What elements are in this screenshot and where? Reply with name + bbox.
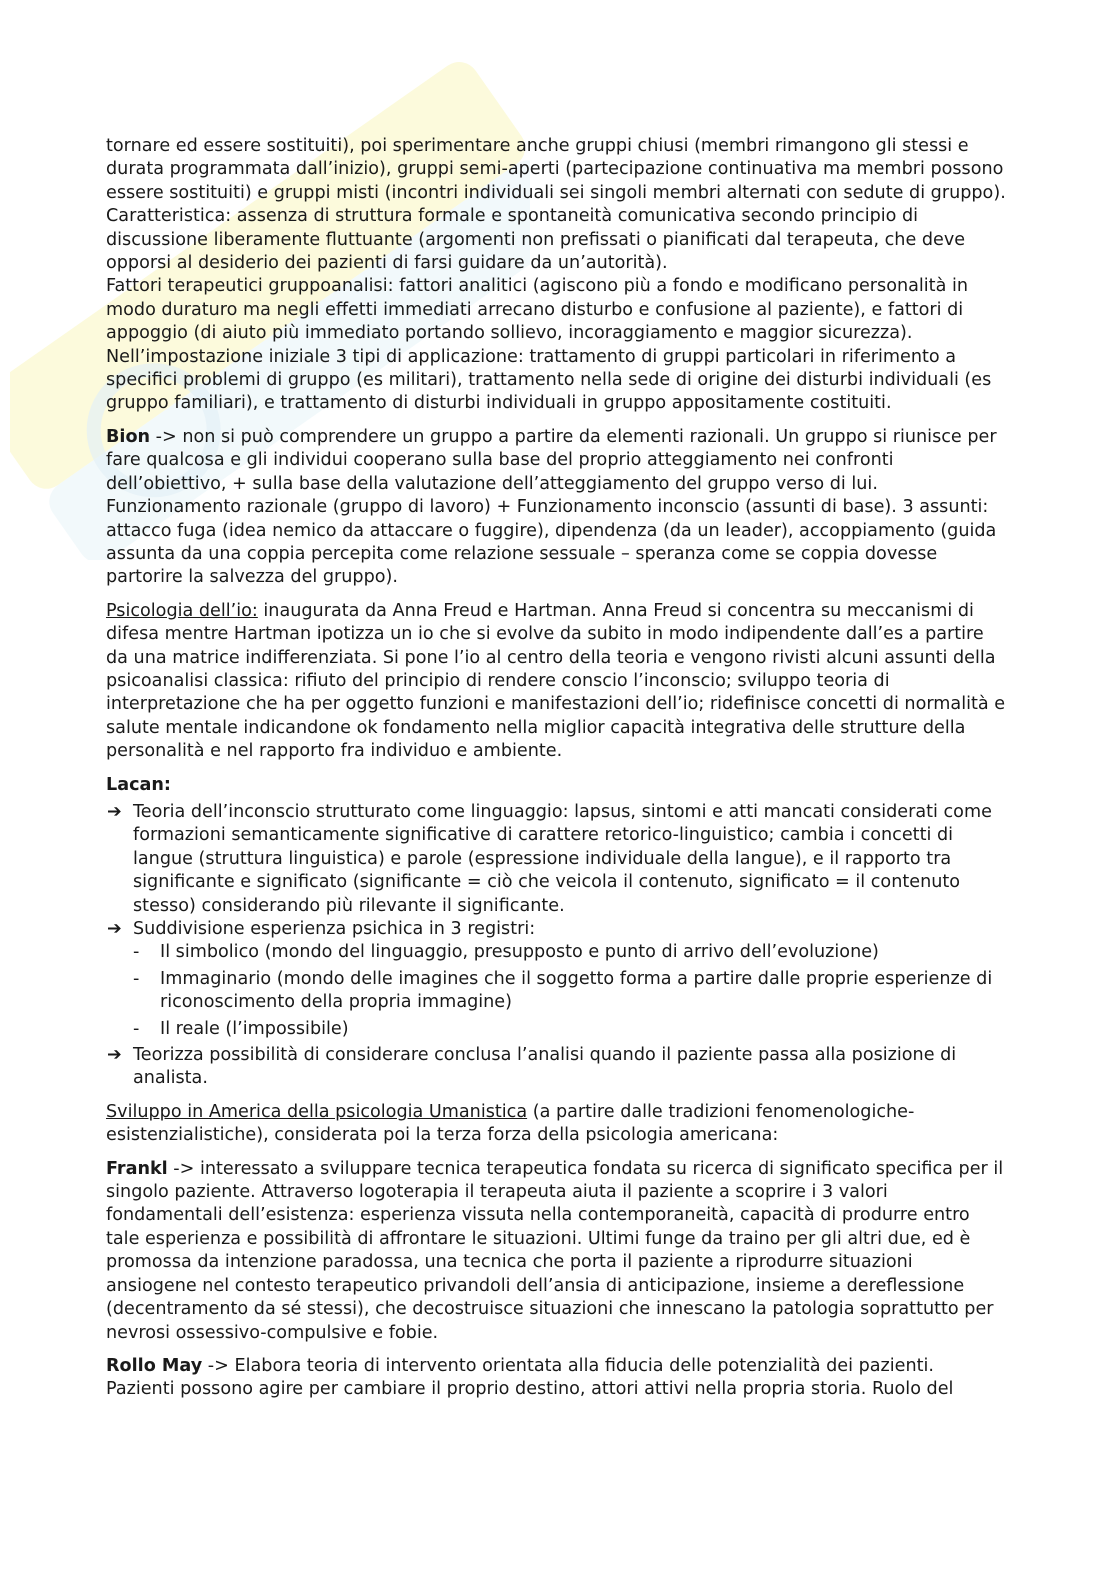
lacan-item-3-text: Teorizza possibilità di considerare conclusa l’analisi quando il paziente passa alla posizione di analista.	[133, 1045, 957, 1089]
arrow-right-icon: ➔	[107, 1045, 122, 1066]
dash-bullet: -	[133, 968, 140, 989]
arrow-right-icon: ➔	[107, 919, 122, 939]
bion-text: -> non si può comprendere un gruppo a partire da elementi razionali. Un gruppo si riunisce per fare qualcosa e gli individui cooperano sulla base del proprio atteggiamento nei confronti dell’obiettivo, + sulla base della valutazione dell’atteggiamento del gruppo verso di lui. Funzionamento razionale (gruppo di lavoro) + Funzionamento inconscio (assunti di base). 3 assunti: attacco fuga (idea nemico da attaccare o fuggire), dipendenza (da un leader), accoppiamento (guida assunta da una coppia percepita come relazione sessuale – speranza come se coppia dovesse partorire la salvezza del gruppo).	[106, 426, 997, 588]
arrow-right-icon: ➔	[107, 801, 122, 822]
register-symbolic: Il simbolico (mondo del linguaggio, presupposto e punto di arrivo dell’evoluzione)	[160, 942, 879, 963]
list-item	[106, 941, 1006, 964]
bion-name: Bion	[106, 426, 151, 447]
paragraph-umanistica	[106, 1101, 1006, 1148]
frankl-name: Frankl	[106, 1158, 168, 1179]
frankl-text: -> interessato a sviluppare tecnica terapeutica fondata su ricerca di significato specifica per il singolo paziente. Attraverso logoterapia il terapeuta aiuta il paziente a scoprire i 3 valori fondamentali dell’esistenza: esperienza vissuta nella contemporaneità, capacità di produrre entro tale esperienza e possibilità di affrontare le situazioni. Ultimi funge da traino per gli altri due, ed è promossa da intenzione paradossa, una tecnica che porta il paziente a riprodurre situazioni ansiogene nel contesto terapeutico privandoli dell’ansia di anticipazione, insieme a dereflessione (decentramento da sé stessi), che decostruisce situazioni che innescano la patologia soprattutto per nevrosi ossessivo-compulsive e fobie.	[106, 1158, 1004, 1343]
lacan-item-2	[106, 918, 1006, 941]
rollo-may-text: -> Elabora teoria di intervento orientata alla fiducia delle potenzialità dei pazienti. Pazienti possono agire per cambiare il proprio destino, attori attivi nella propria storia. Ruolo del	[106, 1355, 954, 1400]
umanistica-title: Sviluppo in America della psicologia Umanistica	[106, 1101, 528, 1122]
lacan-item-1	[106, 801, 1006, 918]
dash-bullet: -	[133, 1018, 140, 1039]
list-item	[106, 968, 1006, 1015]
paragraph-bion	[106, 426, 1006, 590]
umanistica-text: (a partire dalle tradizioni fenomenologiche-esistenzialistiche), considerata poi la terza forza della psicologia americana:	[106, 1101, 915, 1146]
document-page	[106, 135, 1006, 1402]
paragraph-applications: Nell’impostazione iniziale 3 tipi di applicazione: trattamento di gruppi particolari in riferimento a specifici problemi di gruppo (es militari), trattamento nella sede di origine dei disturbi individuali (es gruppo familiari), e trattamento di disturbi individuali in gruppo appositamente costituiti.	[106, 346, 992, 414]
psicologia-io-text: inaugurata da Anna Freud e Hartman. Anna Freud si concentra su meccanismi di difesa mentre Hartman ipotizza un io che si evolve da subito in modo indipendente dall’es a partire da una matrice indifferenziata. Si pone l’io al centro della teoria e vengono rivisti alcuni assunti della psicoanalisi classica: rifiuto del principio di rendere conscio l’inconscio; sviluppo teoria di interpretazione che ha per oggetto funzioni e manifestazioni dell’io; ridefinisce concetti di normalità e salute mentale indicandone ok fondamento nella miglior capacità integrativa delle strutture della personalità e nel rapporto fra individuo e ambiente.	[106, 600, 1006, 762]
list-item	[106, 1018, 1006, 1041]
paragraph-psicologia-io	[106, 600, 1006, 764]
psicologia-io-title: Psicologia dell’io:	[106, 600, 258, 621]
lacan-item-1-text: Teoria dell’inconscio strutturato come linguaggio: lapsus, sintomi e atti mancati considerati come formazioni semanticamente significative di carattere retorico-linguistico; cambia i concetti di langue (struttura linguistica) e parole (espressione individuale della langue), e il rapporto tra significante e significato (significante = ciò che veicola il contenuto, significato = il contenuto stesso) considerando più rilevante il significante.	[133, 801, 992, 916]
paragraph-therapeutic-factors: Fattori terapeutici gruppoanalisi: fattori analitici (agiscono più a fondo e modificano personalità in modo duraturo ma negli effetti immediati arrecano disturbo e confusione al paziente), e fattori di appoggio (di aiuto più immediato portando sollievo, incoraggiamento e maggior sicurezza).	[106, 276, 968, 344]
lacan-registers-list	[106, 941, 1006, 1041]
rollo-may-name: Rollo May	[106, 1355, 203, 1376]
paragraph-intro-groups: tornare ed essere sostituiti), poi sperimentare anche gruppi chiusi (membri rimangono gli stessi e durata programmata dall’inizio), gruppi semi-aperti (partecipazione continuativa ma membri possono essere sostituiti) e gruppi misti (incontri individuali sei singoli membri alternati con sedute di gruppo). Caratteristica: assenza di struttura formale e spontaneità comunicativa secondo principio di discussione liberamente fluttuante (argomenti non prefissati o pianificati dal terapeuta, che deve opporsi al desiderio dei pazienti di farsi guidare da un’autorità).	[106, 136, 1006, 274]
register-imaginary: Immaginario (mondo delle imagines che il soggetto forma a partire dalle proprie esperienze di riconoscimento della propria immagine)	[160, 968, 993, 1013]
lacan-heading: Lacan:	[106, 774, 171, 795]
lacan-item-3	[106, 1044, 1006, 1091]
paragraph-frankl	[106, 1158, 1006, 1345]
lacan-item-2-text: Suddivisione esperienza psichica in 3 registri:	[133, 919, 536, 939]
dash-bullet: -	[133, 942, 140, 963]
register-real: Il reale (l’impossibile)	[160, 1018, 349, 1039]
paragraph-rollo-may	[106, 1355, 1006, 1402]
